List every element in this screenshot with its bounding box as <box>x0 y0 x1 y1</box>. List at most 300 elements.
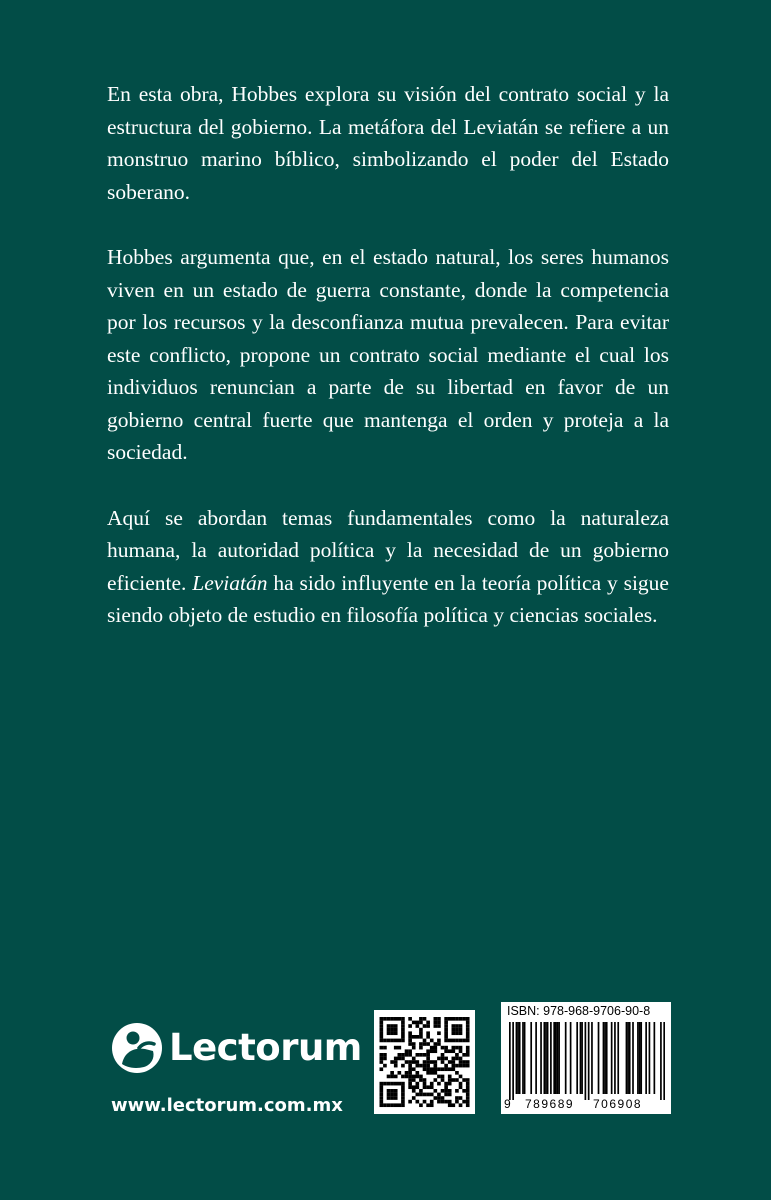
qr-module <box>444 1093 448 1097</box>
qr-module <box>455 1046 459 1050</box>
qr-module <box>459 1060 463 1064</box>
qr-module <box>441 1053 445 1057</box>
publisher-name: Lectorum <box>169 1026 362 1069</box>
qr-module <box>412 1021 416 1025</box>
qr-module <box>423 1039 427 1043</box>
qr-module <box>462 1064 466 1068</box>
qr-module <box>405 1071 409 1075</box>
qr-module <box>434 1089 438 1093</box>
barcode-bar <box>614 1022 616 1094</box>
barcode-bar <box>611 1022 613 1094</box>
qr-module <box>452 1028 456 1032</box>
qr-module <box>434 1060 438 1064</box>
qr-module <box>452 1017 456 1021</box>
qr-module <box>412 1057 416 1061</box>
qr-module <box>466 1078 470 1082</box>
barcode-bar <box>588 1022 590 1100</box>
qr-module <box>401 1057 405 1061</box>
qr-module <box>398 1103 402 1107</box>
qr-module <box>398 1039 402 1043</box>
qr-module <box>380 1035 384 1039</box>
qr-module <box>387 1103 391 1107</box>
qr-module <box>444 1017 448 1021</box>
qr-module <box>448 1067 452 1071</box>
qr-module <box>452 1103 456 1107</box>
qr-module <box>459 1064 463 1068</box>
qr-module <box>383 1017 387 1021</box>
qr-module <box>430 1085 434 1089</box>
qr-module <box>448 1100 452 1104</box>
qr-module <box>444 1089 448 1093</box>
book-title-italic: Leviatán <box>192 570 268 595</box>
qr-module <box>405 1049 409 1053</box>
barcode-bar <box>522 1022 524 1094</box>
qr-module <box>466 1103 470 1107</box>
qr-module <box>412 1096 416 1100</box>
qr-module <box>426 1042 430 1046</box>
qr-module <box>398 1046 402 1050</box>
qr-module <box>416 1071 420 1075</box>
qr-module <box>390 1096 394 1100</box>
qr-module <box>416 1035 420 1039</box>
barcode-digits-right: 706908 <box>593 1097 643 1111</box>
qr-code <box>374 1010 475 1114</box>
qr-module <box>380 1100 384 1104</box>
qr-module <box>426 1049 430 1053</box>
qr-module <box>444 1064 448 1068</box>
qr-module <box>430 1093 434 1097</box>
qr-module <box>452 1078 456 1082</box>
qr-module <box>455 1064 459 1068</box>
qr-module <box>437 1100 441 1104</box>
qr-module <box>419 1089 423 1093</box>
qr-module <box>437 1031 441 1035</box>
qr-module <box>380 1089 384 1093</box>
qr-module <box>387 1082 391 1086</box>
qr-module <box>437 1021 441 1025</box>
qr-module <box>466 1046 470 1050</box>
qr-module <box>390 1031 394 1035</box>
barcode-bar <box>585 1022 587 1100</box>
qr-module <box>448 1039 452 1043</box>
qr-module <box>434 1049 438 1053</box>
qr-module <box>419 1093 423 1097</box>
qr-module <box>380 1017 384 1021</box>
qr-module <box>437 1075 441 1079</box>
qr-module <box>462 1078 466 1082</box>
qr-module <box>434 1071 438 1075</box>
qr-module <box>430 1100 434 1104</box>
qr-module <box>380 1021 384 1025</box>
barcode-bar <box>509 1022 511 1100</box>
qr-module <box>444 1024 448 1028</box>
qr-module <box>466 1049 470 1053</box>
qr-module <box>459 1082 463 1086</box>
qr-module <box>419 1031 423 1035</box>
qr-module <box>390 1082 394 1086</box>
qr-module <box>398 1082 402 1086</box>
qr-module <box>444 1057 448 1061</box>
blurb-paragraph-3 <box>107 502 669 632</box>
qr-module <box>459 1103 463 1107</box>
barcode-bar <box>629 1022 631 1094</box>
qr-module <box>380 1085 384 1089</box>
barcode-bar <box>576 1022 578 1094</box>
qr-module <box>466 1039 470 1043</box>
isbn-barcode <box>501 1002 671 1114</box>
qr-module <box>455 1053 459 1057</box>
qr-module <box>383 1103 387 1107</box>
qr-module <box>437 1042 441 1046</box>
barcode-bar <box>547 1022 549 1094</box>
qr-module <box>466 1064 470 1068</box>
qr-module <box>462 1089 466 1093</box>
barcode-bar <box>565 1022 567 1094</box>
qr-module <box>408 1053 412 1057</box>
qr-module <box>412 1075 416 1079</box>
barcode-bar <box>606 1022 608 1094</box>
qr-module <box>401 1031 405 1035</box>
qr-module <box>423 1053 427 1057</box>
barcode-bar <box>519 1022 521 1094</box>
qr-module <box>423 1082 427 1086</box>
qr-module <box>401 1085 405 1089</box>
qr-module <box>426 1071 430 1075</box>
qr-module <box>394 1096 398 1100</box>
qr-module <box>434 1096 438 1100</box>
qr-module <box>426 1053 430 1057</box>
qr-module <box>408 1042 412 1046</box>
qr-module <box>423 1064 427 1068</box>
qr-module <box>408 1017 412 1021</box>
barcode-bar <box>550 1022 552 1094</box>
qr-module <box>408 1031 412 1035</box>
qr-module <box>419 1042 423 1046</box>
qr-module <box>423 1100 427 1104</box>
qr-module <box>394 1057 398 1061</box>
qr-module <box>401 1089 405 1093</box>
qr-module <box>390 1089 394 1093</box>
qr-module <box>401 1082 405 1086</box>
barcode-bar <box>581 1022 583 1094</box>
barcode-bar <box>555 1022 557 1094</box>
qr-module <box>448 1103 452 1107</box>
qr-module <box>437 1067 441 1071</box>
qr-module <box>426 1064 430 1068</box>
qr-module <box>408 1024 412 1028</box>
barcode-bar <box>604 1022 606 1094</box>
qr-module <box>419 1017 423 1021</box>
qr-module <box>459 1031 463 1035</box>
blurb-paragraph-3-rest: ha sido influyente en la teoría política y sigue siendo objeto de estudio en filosofía política y ciencias sociales. <box>107 570 669 627</box>
qr-module <box>466 1031 470 1035</box>
qr-module <box>390 1039 394 1043</box>
qr-module <box>380 1039 384 1043</box>
qr-module <box>466 1021 470 1025</box>
qr-module <box>412 1085 416 1089</box>
qr-module <box>408 1071 412 1075</box>
qr-module <box>380 1028 384 1032</box>
qr-module <box>394 1089 398 1093</box>
qr-module <box>383 1057 387 1061</box>
qr-module <box>394 1024 398 1028</box>
qr-module <box>398 1017 402 1021</box>
qr-module <box>387 1024 391 1028</box>
publisher-website: www.lectorum.com.mx <box>111 1095 343 1116</box>
blurb-paragraph-3-intro: Aquí se abordan temas fundamentales como la naturaleza humana, la autoridad política y la necesidad de un gobierno eficiente. <box>107 505 669 595</box>
qr-module <box>423 1078 427 1082</box>
barcode-bar <box>617 1022 619 1094</box>
barcode-bar <box>530 1022 532 1094</box>
blurb-paragraph-2: Hobbes argumenta que, en el estado natural, los seres humanos viven en un estado de guerra constante, donde la competencia por los recursos y la desconfianza mutua prevalecen. Para evitar este conflicto, propone un contrato social mediante el cual los individuos renuncian a parte de su libertad en favor de un gobierno central fuerte que mantenga el orden y proteja a la sociedad. <box>107 245 669 464</box>
qr-module <box>452 1057 456 1061</box>
qr-module <box>444 1031 448 1035</box>
qr-module <box>394 1028 398 1032</box>
qr-module <box>426 1067 430 1071</box>
qr-module <box>430 1067 434 1071</box>
qr-module <box>448 1078 452 1082</box>
barcode-bar <box>512 1022 514 1100</box>
qr-module <box>408 1082 412 1086</box>
qr-module <box>444 1049 448 1053</box>
qr-module <box>401 1064 405 1068</box>
qr-module <box>408 1100 412 1104</box>
qr-module <box>426 1021 430 1025</box>
qr-module <box>448 1060 452 1064</box>
qr-module <box>419 1075 423 1079</box>
qr-module <box>455 1057 459 1061</box>
barcode-bar <box>558 1022 560 1094</box>
qr-module <box>423 1085 427 1089</box>
qr-module <box>416 1053 420 1057</box>
qr-module <box>426 1057 430 1061</box>
qr-module <box>452 1031 456 1035</box>
barcode-bar <box>591 1022 593 1094</box>
qr-module <box>441 1057 445 1061</box>
qr-module <box>419 1046 423 1050</box>
qr-module <box>441 1096 445 1100</box>
qr-module <box>455 1071 459 1075</box>
qr-module <box>380 1093 384 1097</box>
qr-module <box>426 1035 430 1039</box>
qr-module <box>444 1028 448 1032</box>
barcode-digit-first: 9 <box>504 1097 511 1111</box>
qr-module <box>434 1017 438 1021</box>
qr-module <box>423 1042 427 1046</box>
barcode-bar <box>517 1022 519 1094</box>
qr-module <box>459 1049 463 1053</box>
qr-module <box>394 1093 398 1097</box>
qr-module <box>455 1078 459 1082</box>
qr-module <box>448 1075 452 1079</box>
qr-module <box>444 1046 448 1050</box>
qr-module <box>459 1024 463 1028</box>
qr-module <box>466 1085 470 1089</box>
barcode-bar <box>654 1022 656 1094</box>
qr-module <box>416 1021 420 1025</box>
qr-module <box>387 1089 391 1093</box>
qr-module <box>394 1060 398 1064</box>
qr-module <box>466 1028 470 1032</box>
qr-module <box>426 1085 430 1089</box>
qr-module <box>434 1046 438 1050</box>
qr-module <box>462 1053 466 1057</box>
qr-module <box>459 1046 463 1050</box>
isbn-label: ISBN: 978-968-9706-90-8 <box>507 1004 651 1018</box>
qr-module <box>394 1017 398 1021</box>
barcode-bar <box>557 1022 559 1094</box>
qr-module <box>419 1078 423 1082</box>
qr-module <box>390 1017 394 1021</box>
qr-module <box>398 1053 402 1057</box>
qr-module <box>459 1039 463 1043</box>
barcode-bar <box>535 1022 537 1094</box>
qr-module <box>401 1075 405 1079</box>
qr-module <box>455 1017 459 1021</box>
qr-module <box>459 1057 463 1061</box>
qr-module <box>408 1078 412 1082</box>
qr-module <box>412 1046 416 1050</box>
qr-module <box>437 1057 441 1061</box>
qr-module <box>466 1089 470 1093</box>
qr-module <box>408 1064 412 1068</box>
qr-module <box>441 1075 445 1079</box>
qr-module <box>390 1071 394 1075</box>
qr-module <box>466 1093 470 1097</box>
qr-module <box>452 1060 456 1064</box>
qr-module <box>419 1021 423 1025</box>
qr-module <box>437 1017 441 1021</box>
qr-module <box>408 1067 412 1071</box>
qr-module <box>452 1049 456 1053</box>
qr-module <box>441 1100 445 1104</box>
qr-module <box>380 1053 384 1057</box>
qr-module <box>441 1089 445 1093</box>
qr-module <box>441 1078 445 1082</box>
qr-module <box>380 1096 384 1100</box>
qr-module <box>426 1103 430 1107</box>
qr-module <box>441 1046 445 1050</box>
qr-module <box>452 1064 456 1068</box>
blurb-paragraph-1: En esta obra, Hobbes explora su visión del contrato social y la estructura del gobierno. La metáfora del Leviatán se refiere a un monstruo marino bíblico, simbolizando el poder del Estado soberano. <box>107 82 669 204</box>
qr-module <box>444 1082 448 1086</box>
qr-module <box>412 1035 416 1039</box>
qr-module <box>394 1075 398 1079</box>
qr-module <box>394 1103 398 1107</box>
qr-module <box>459 1096 463 1100</box>
qr-module <box>423 1093 427 1097</box>
qr-module <box>416 1075 420 1079</box>
barcode-digits-left: 789689 <box>525 1097 575 1111</box>
barcode-bar <box>649 1022 651 1094</box>
qr-module <box>455 1096 459 1100</box>
lectorum-reader-icon <box>111 1022 163 1074</box>
barcode-bar <box>660 1022 662 1100</box>
qr-module <box>441 1067 445 1071</box>
qr-module <box>405 1053 409 1057</box>
barcode-bar <box>663 1022 665 1100</box>
barcode-bar <box>570 1022 572 1094</box>
qr-module <box>401 1039 405 1043</box>
qr-module <box>387 1096 391 1100</box>
qr-module <box>462 1039 466 1043</box>
qr-module <box>426 1024 430 1028</box>
barcode-bar <box>640 1022 642 1094</box>
qr-module <box>412 1060 416 1064</box>
qr-module <box>455 1031 459 1035</box>
qr-module <box>452 1039 456 1043</box>
barcode-bar <box>632 1022 634 1094</box>
qr-module <box>434 1021 438 1025</box>
qr-module <box>430 1082 434 1086</box>
qr-module <box>401 1053 405 1057</box>
barcode-bars <box>509 1022 665 1100</box>
qr-module <box>419 1028 423 1032</box>
qr-module <box>466 1082 470 1086</box>
qr-module <box>430 1049 434 1053</box>
qr-module <box>455 1028 459 1032</box>
qr-module <box>434 1042 438 1046</box>
qr-code-image <box>374 1010 475 1114</box>
qr-module <box>452 1024 456 1028</box>
qr-module <box>390 1075 394 1079</box>
qr-module <box>423 1060 427 1064</box>
barcode-bar <box>639 1022 641 1094</box>
qr-module <box>394 1064 398 1068</box>
qr-module <box>430 1046 434 1050</box>
qr-module <box>416 1085 420 1089</box>
back-cover-blurb <box>107 78 669 665</box>
qr-module <box>408 1035 412 1039</box>
qr-module <box>383 1064 387 1068</box>
qr-module <box>448 1089 452 1093</box>
qr-module <box>455 1024 459 1028</box>
qr-module <box>390 1028 394 1032</box>
qr-module <box>383 1039 387 1043</box>
qr-module <box>437 1093 441 1097</box>
qr-module <box>408 1085 412 1089</box>
qr-module <box>380 1024 384 1028</box>
qr-module <box>437 1096 441 1100</box>
qr-module <box>380 1082 384 1086</box>
qr-module <box>401 1021 405 1025</box>
qr-module <box>455 1039 459 1043</box>
qr-module <box>380 1103 384 1107</box>
barcode-bar <box>626 1022 628 1094</box>
qr-module <box>444 1067 448 1071</box>
qr-module <box>412 1042 416 1046</box>
qr-module <box>416 1064 420 1068</box>
barcode-bar <box>645 1022 647 1094</box>
qr-module <box>419 1053 423 1057</box>
qr-module <box>434 1064 438 1068</box>
qr-module <box>462 1060 466 1064</box>
qr-module <box>444 1085 448 1089</box>
qr-module <box>398 1071 402 1075</box>
qr-module <box>462 1100 466 1104</box>
qr-module <box>383 1046 387 1050</box>
qr-module <box>416 1082 420 1086</box>
qr-module <box>401 1103 405 1107</box>
publisher-brand <box>111 1022 362 1128</box>
qr-module <box>394 1046 398 1050</box>
qr-module <box>448 1017 452 1021</box>
barcode-bar <box>540 1022 542 1094</box>
qr-module <box>448 1049 452 1053</box>
qr-module <box>387 1031 391 1035</box>
qr-module <box>416 1093 420 1097</box>
qr-module <box>423 1067 427 1071</box>
